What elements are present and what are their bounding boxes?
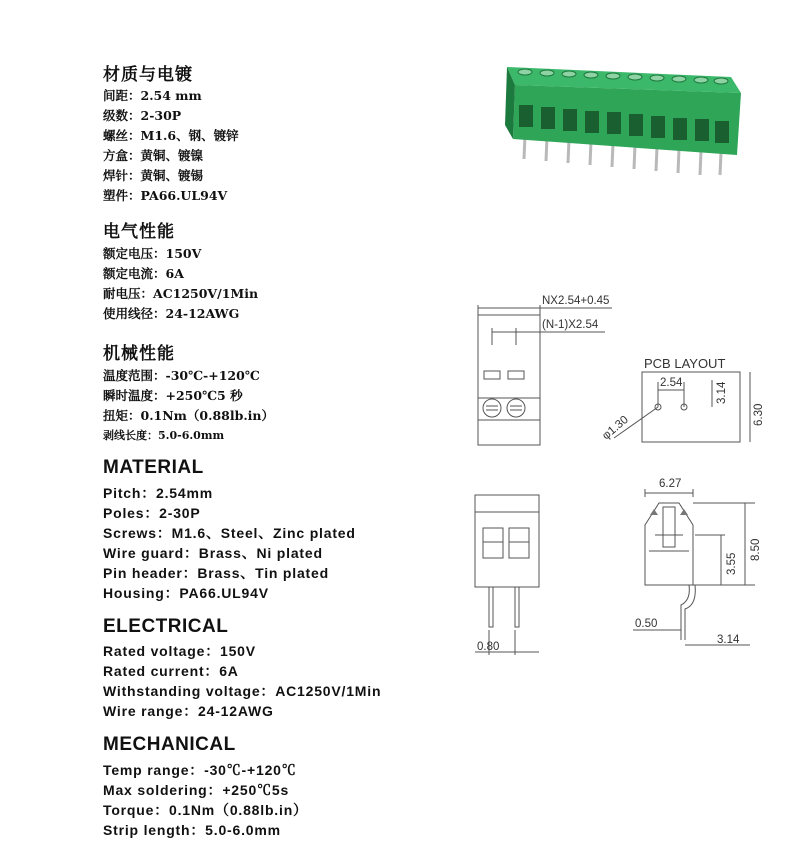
zh-mechanical-line: 温度范围：-30℃-+120℃ [103, 368, 260, 383]
side-view-drawing [625, 475, 785, 655]
zh-electrical-line: 额定电压：150V [103, 246, 202, 261]
dim-nx-label: NX2.54+0.45 [542, 295, 610, 307]
en-material-line: Wire guard：Brass、Ni plated [103, 545, 323, 561]
zh-material-title: 材质与电镀 [103, 65, 193, 85]
pcb-hole-label: φ1.30 [600, 413, 631, 443]
front-view-drawing [465, 490, 545, 660]
zh-electrical-line: 使用线径：24-12AWG [103, 306, 240, 321]
zh-mechanical-title: 机械性能 [103, 344, 175, 364]
en-material-line: Pin header：Brass、Tin plated [103, 565, 329, 581]
terminal-block-photo [495, 55, 745, 180]
zh-mechanical-line: 剥线长度：5.0-6.0mm [103, 429, 225, 442]
side-050-label: 0.50 [635, 618, 658, 630]
zh-material-line: 间距：2.54 mm [103, 88, 202, 103]
side-314-label: 3.14 [717, 634, 740, 646]
en-electrical-line: Withstanding voltage：AC1250V/1Min [103, 683, 382, 699]
zh-material-line: 螺丝：M1.6、钢、镀锌 [103, 128, 239, 143]
zh-material-line: 级数：2-30P [103, 108, 182, 123]
en-mechanical-line: Temp range：-30℃-+120℃ [103, 762, 297, 778]
front-080-label: 0.80 [477, 641, 500, 653]
pcb-layout-drawing [600, 350, 765, 450]
side-355-label: 3.55 [726, 552, 738, 575]
en-mechanical-title: MECHANICAL [103, 734, 236, 755]
zh-mechanical-line: 瞬时温度：+250℃5 秒 [103, 388, 243, 403]
top-view-drawing [460, 290, 620, 455]
zh-material-line: 方盒：黄铜、镀镍 [103, 148, 204, 163]
side-850-label: 8.50 [750, 538, 762, 561]
pcb-title: PCB LAYOUT [644, 356, 726, 371]
pcb-630-label: 6.30 [753, 403, 765, 426]
zh-material-line: 塑件：PA66.UL94V [103, 188, 228, 203]
en-mechanical-line: Strip length：5.0-6.0mm [103, 822, 281, 838]
en-material-line: Housing：PA66.UL94V [103, 585, 269, 601]
zh-electrical-line: 额定电流：6A [103, 266, 184, 281]
en-material-line: Pitch：2.54mm [103, 485, 213, 501]
en-material-line: Poles：2-30P [103, 505, 201, 521]
en-electrical-line: Wire range：24-12AWG [103, 703, 274, 719]
zh-mechanical-line: 扭矩：0.1Nm（0.88lb.in） [103, 408, 275, 423]
en-mechanical-line: Max soldering：+250℃5s [103, 782, 290, 798]
en-electrical-line: Rated voltage：150V [103, 643, 256, 659]
en-mechanical-line: Torque：0.1Nm（0.88lb.in） [103, 802, 308, 818]
side-627-label: 6.27 [659, 478, 682, 490]
en-material-title: MATERIAL [103, 457, 204, 478]
en-electrical-line: Rated current：6A [103, 663, 239, 679]
zh-electrical-title: 电气性能 [103, 222, 175, 242]
zh-electrical-line: 耐电压：AC1250V/1Min [103, 286, 259, 301]
dim-n1-label: (N-1)X2.54 [542, 319, 599, 331]
zh-material-line: 焊针：黄铜、镀锡 [103, 168, 204, 183]
en-electrical-title: ELECTRICAL [103, 616, 229, 637]
pcb-314-label: 3.14 [716, 381, 728, 404]
pcb-pitch-label: 2.54 [660, 377, 683, 389]
en-material-line: Screws：M1.6、Steel、Zinc plated [103, 525, 356, 541]
